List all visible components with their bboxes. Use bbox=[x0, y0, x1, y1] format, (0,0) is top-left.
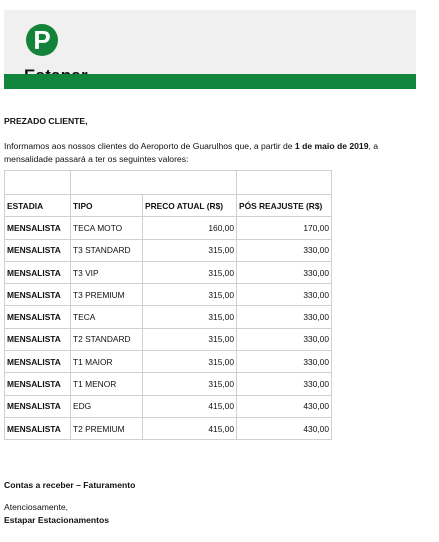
cell-pos-reajuste: 330,00 bbox=[237, 373, 332, 395]
logo-letter: P bbox=[33, 25, 51, 55]
column-header-estadia: ESTADIA bbox=[5, 195, 71, 217]
cell-preco-atual: 315,00 bbox=[143, 328, 237, 350]
signature-line: Estapar Estacionamentos bbox=[4, 515, 110, 525]
cell-tipo: EDG bbox=[71, 395, 143, 417]
cell-pos-reajuste: 330,00 bbox=[237, 284, 332, 306]
department-line: Contas a receber – Faturamento bbox=[4, 480, 136, 490]
table-row bbox=[5, 239, 332, 261]
cell-tipo: T3 VIP bbox=[71, 261, 143, 283]
intro-text-start: Informamos aos nossos clientes do Aeroporto de Guarulhos que, a partir de bbox=[4, 141, 295, 151]
cell-pos-reajuste: 330,00 bbox=[237, 351, 332, 373]
column-header-pos-reajuste: PÓS REAJUSTE (R$) bbox=[237, 195, 332, 217]
letter-footer bbox=[4, 480, 136, 525]
cell-tipo: T1 MENOR bbox=[71, 373, 143, 395]
intro-date: 1 de maio de 2019 bbox=[294, 141, 369, 151]
cell-tipo: TECA bbox=[71, 306, 143, 328]
cell-preco-atual: 160,00 bbox=[143, 217, 237, 239]
spacer-cell bbox=[143, 171, 237, 195]
column-header-tipo: TIPO bbox=[71, 195, 143, 217]
cell-estadia: MENSALISTA bbox=[5, 373, 71, 395]
cell-pos-reajuste: 330,00 bbox=[237, 261, 332, 283]
column-header-preco-atual: PRECO ATUAL (R$) bbox=[143, 195, 237, 217]
cell-tipo: T3 PREMIUM bbox=[71, 284, 143, 306]
cell-estadia: MENSALISTA bbox=[5, 351, 71, 373]
table-row bbox=[5, 373, 332, 395]
cell-preco-atual: 415,00 bbox=[143, 417, 237, 439]
cell-estadia: MENSALISTA bbox=[5, 284, 71, 306]
cell-estadia: MENSALISTA bbox=[5, 217, 71, 239]
table-row bbox=[5, 306, 332, 328]
header-banner bbox=[4, 10, 416, 74]
cell-preco-atual: 315,00 bbox=[143, 261, 237, 283]
cell-preco-atual: 315,00 bbox=[143, 351, 237, 373]
cell-preco-atual: 415,00 bbox=[143, 395, 237, 417]
spacer-cell bbox=[5, 171, 71, 195]
cell-estadia: MENSALISTA bbox=[5, 306, 71, 328]
greeting: PREZADO CLIENTE, bbox=[4, 116, 88, 126]
spacer-cell bbox=[237, 171, 332, 195]
cell-estadia: MENSALISTA bbox=[5, 261, 71, 283]
cell-pos-reajuste: 330,00 bbox=[237, 306, 332, 328]
cell-preco-atual: 315,00 bbox=[143, 284, 237, 306]
closing-line: Atenciosamente, bbox=[4, 502, 69, 512]
table-row bbox=[5, 328, 332, 350]
price-table bbox=[4, 170, 332, 440]
green-divider-bar bbox=[4, 74, 416, 89]
cell-tipo: T1 MAIOR bbox=[71, 351, 143, 373]
spacer-cell bbox=[71, 171, 143, 195]
table-row bbox=[5, 284, 332, 306]
cell-tipo: TECA MOTO bbox=[71, 217, 143, 239]
cell-tipo: T3 STANDARD bbox=[71, 239, 143, 261]
cell-estadia: MENSALISTA bbox=[5, 417, 71, 439]
cell-preco-atual: 315,00 bbox=[143, 239, 237, 261]
table-spacer-row bbox=[5, 171, 332, 195]
cell-tipo: T2 PREMIUM bbox=[71, 417, 143, 439]
table-row bbox=[5, 417, 332, 439]
cell-estadia: MENSALISTA bbox=[5, 395, 71, 417]
table-row bbox=[5, 351, 332, 373]
intro-paragraph bbox=[4, 140, 416, 166]
table-row bbox=[5, 261, 332, 283]
cell-pos-reajuste: 330,00 bbox=[237, 239, 332, 261]
cell-pos-reajuste: 170,00 bbox=[237, 217, 332, 239]
table-row bbox=[5, 217, 332, 239]
estapar-logo bbox=[16, 24, 76, 80]
cell-preco-atual: 315,00 bbox=[143, 373, 237, 395]
table-row bbox=[5, 395, 332, 417]
cell-preco-atual: 315,00 bbox=[143, 306, 237, 328]
cell-estadia: MENSALISTA bbox=[5, 239, 71, 261]
table-header-row bbox=[5, 195, 332, 217]
cell-pos-reajuste: 430,00 bbox=[237, 395, 332, 417]
cell-estadia: MENSALISTA bbox=[5, 328, 71, 350]
cell-pos-reajuste: 330,00 bbox=[237, 328, 332, 350]
cell-tipo: T2 STANDARD bbox=[71, 328, 143, 350]
cell-pos-reajuste: 430,00 bbox=[237, 417, 332, 439]
intro-text-end: , a mensalidade passará a ter os seguintes valores: bbox=[4, 141, 379, 164]
